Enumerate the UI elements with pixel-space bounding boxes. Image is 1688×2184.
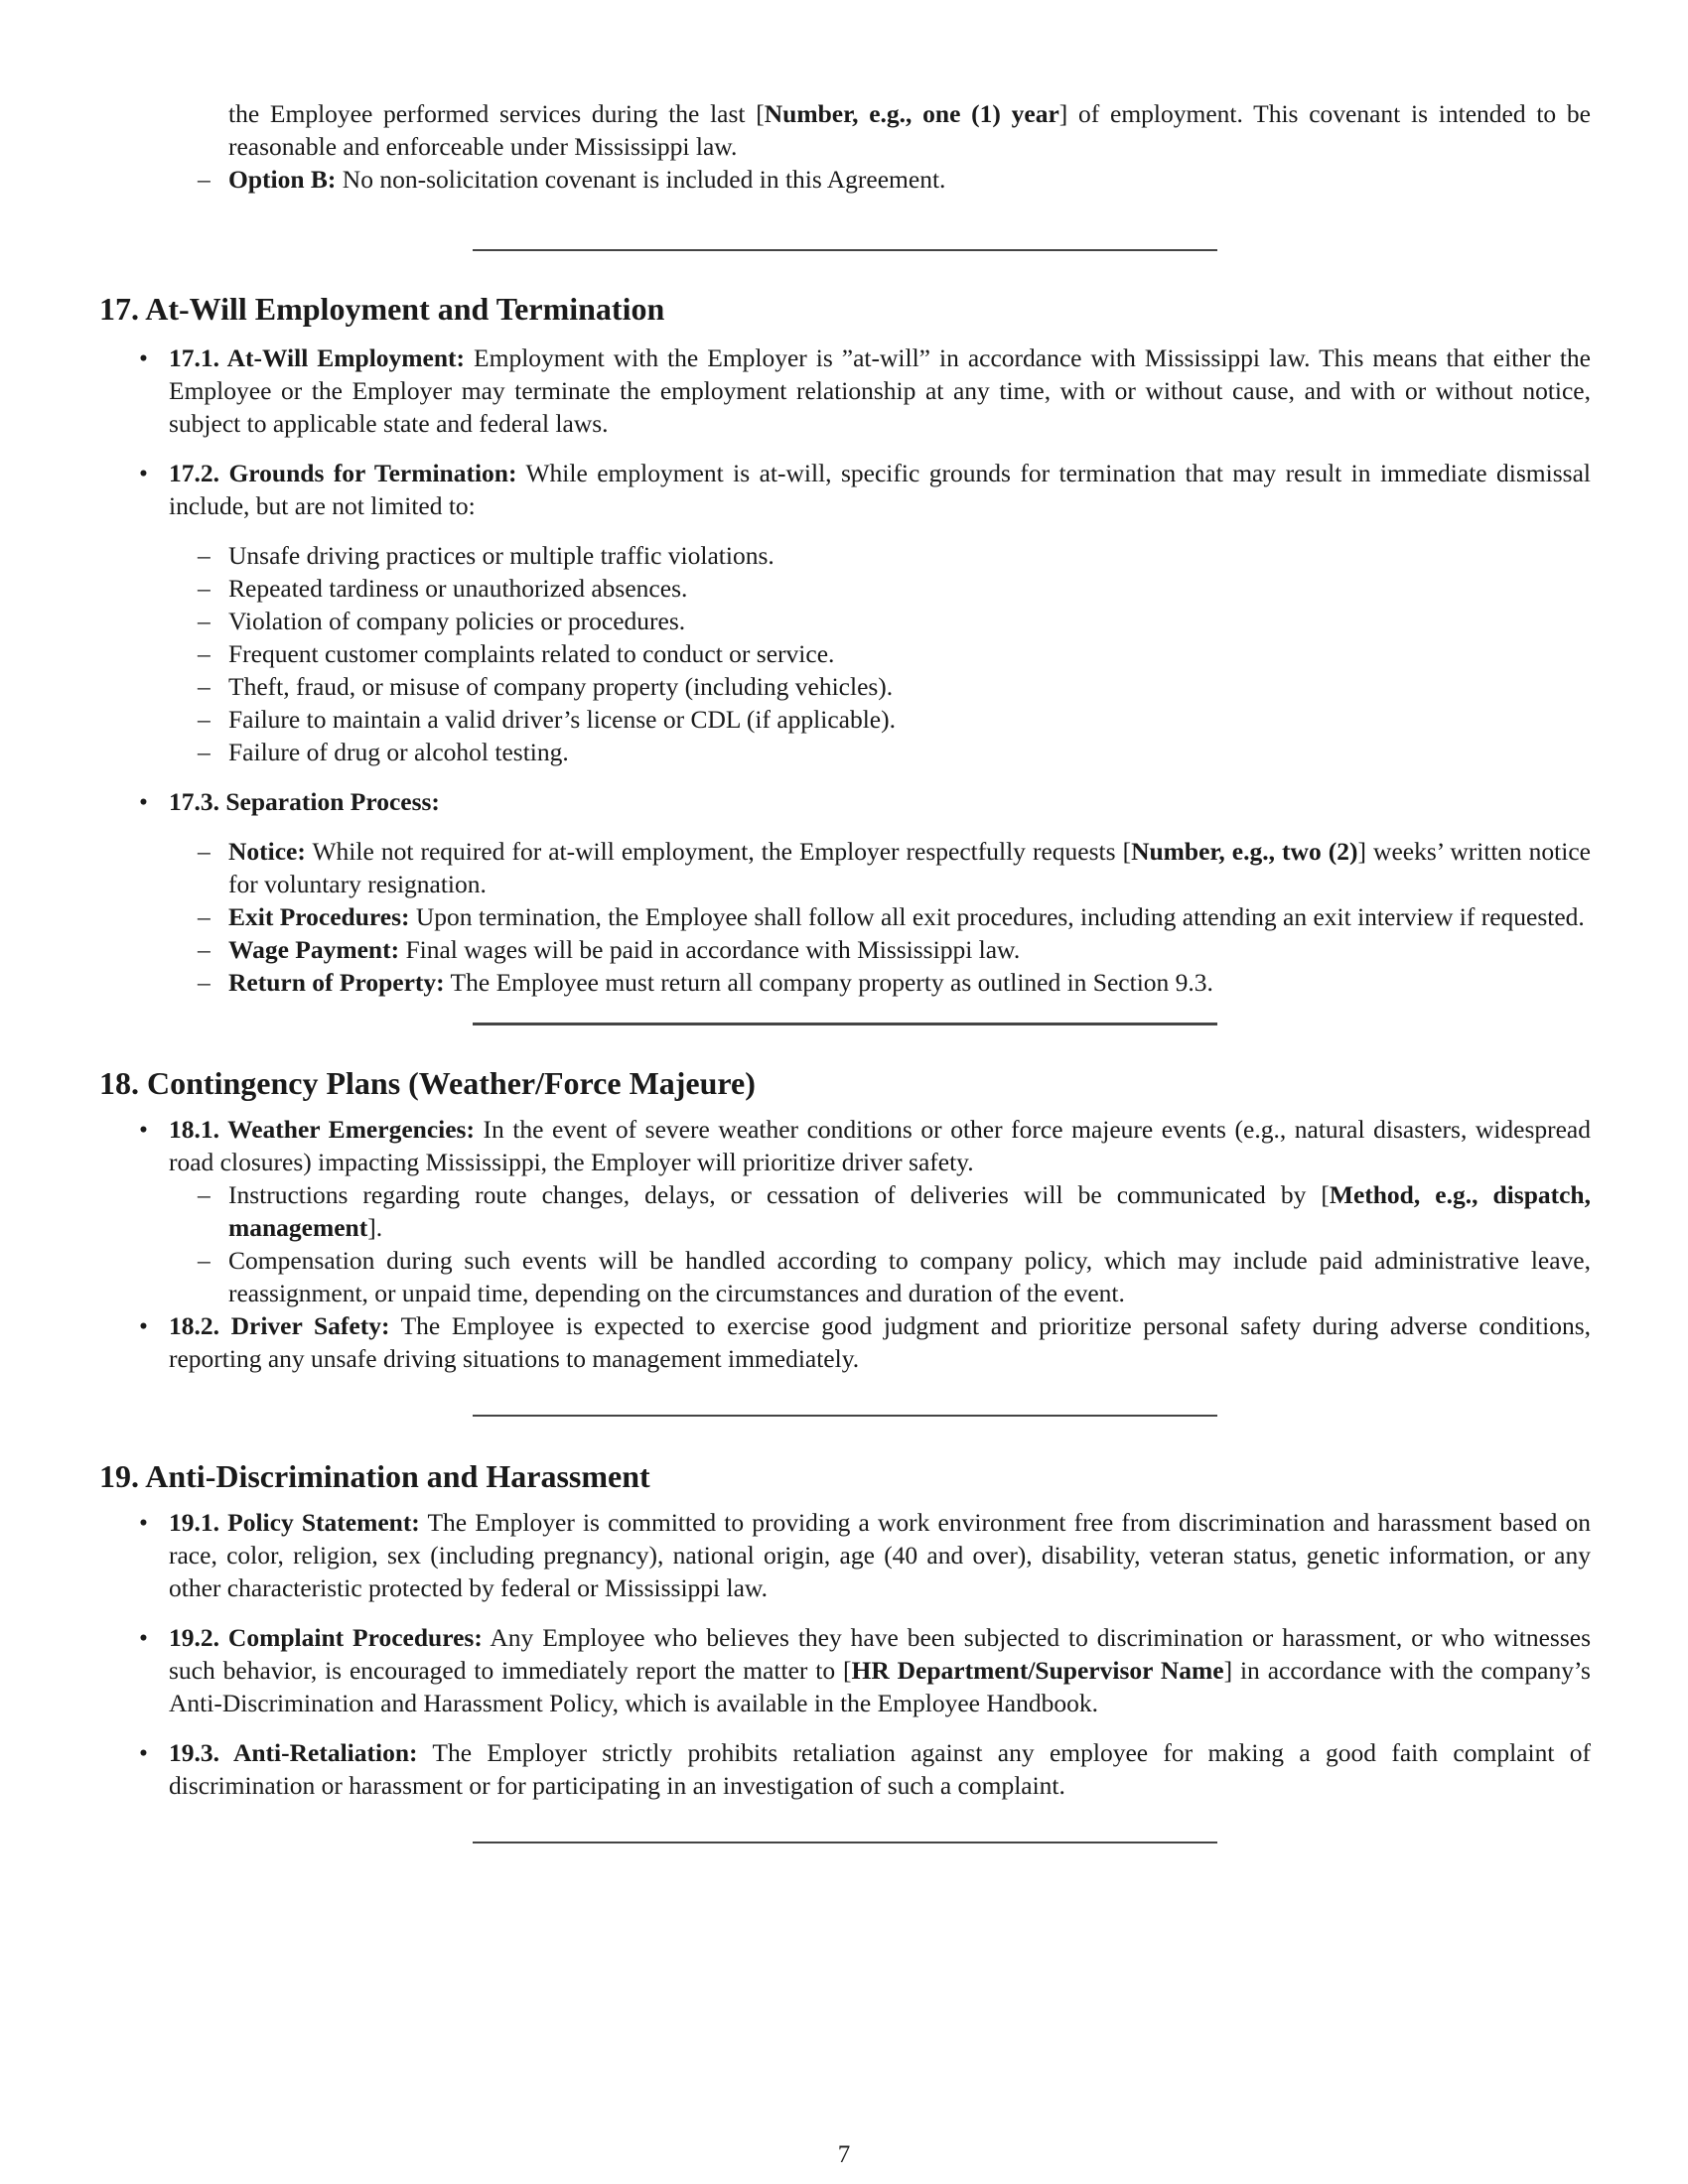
clause-18-2: • 18.2. Driver Safety: The Employee is expected to exercise good judgment and prioritize personal safety during adverse conditions, reporting any unsafe driving situations to management immediately. (99, 1309, 1591, 1375)
section-divider (473, 249, 1217, 251)
clause-17-1: • 17.1. At-Will Employment: Employment with the Employer is ”at-will” in accordance with Mississippi law. This means that either the Employee or the Employer may terminate the employment relationship at any time, with or without cause, and with or without notice, subject to applicable state and federal laws. (99, 341, 1591, 440)
section-divider (473, 1842, 1217, 1843)
section-divider (473, 1415, 1217, 1417)
list-item: – Repeated tardiness or unauthorized absences. (99, 572, 1591, 605)
clause-17-2: • 17.2. Grounds for Termination: While employment is at-will, specific grounds for termination that may result in immediate dismissal include, but are not limited to: (99, 457, 1591, 522)
clause-19-3: • 19.3. Anti-Retaliation: The Employer strictly prohibits retaliation against any employee for making a good faith complaint of discrimination or harassment or for participating in an investigation of such a complaint. (99, 1736, 1591, 1802)
list-item: – Wage Payment: Final wages will be paid in accordance with Mississippi law. (99, 933, 1591, 966)
grounds-list (99, 539, 1591, 768)
list-item: – Frequent customer complaints related to conduct or service. (99, 637, 1591, 670)
list-item: – Return of Property: The Employee must return all company property as outlined in Section 9.3. (99, 966, 1591, 999)
section-18-heading: 18. Contingency Plans (Weather/Force Majeure) (99, 1065, 756, 1101)
section-divider (473, 1023, 1217, 1025)
list-item: – Theft, fraud, or misuse of company property (including vehicles). (99, 670, 1591, 703)
list-item: – Instructions regarding route changes, delays, or cessation of deliveries will be communicated by [Method, e.g., dispatch, management]. (99, 1178, 1591, 1244)
clause-19-2: • 19.2. Complaint Procedures: Any Employee who believes they have been subjected to discrimination or harassment, or who witnesses such behavior, is encouraged to immediately report the matter to [HR Department/Supervisor Name] in accordance with the company’s Anti-Discrimination and Harassment Policy, which is available in the Employee Handbook. (99, 1621, 1591, 1719)
page-number: 7 (837, 2141, 851, 2168)
list-item: – Exit Procedures: Upon termination, the Employee shall follow all exit procedures, including attending an exit interview if requested. (99, 900, 1591, 933)
option-b-item: – Option B: No non-solicitation covenant is included in this Agreement. (99, 163, 1591, 196)
list-item: – Notice: While not required for at-will employment, the Employer respectfully requests [Number, e.g., two (2)] weeks’ written notice for voluntary resignation. (99, 835, 1591, 900)
list-item: – Violation of company policies or procedures. (99, 605, 1591, 637)
list-item: – Unsafe driving practices or multiple traffic violations. (99, 539, 1591, 572)
section-19-heading: 19. Anti-Discrimination and Harassment (99, 1458, 650, 1494)
clause-18-1: • 18.1. Weather Emergencies: In the event of severe weather conditions or other force majeure events (e.g., natural disasters, widespread road closures) impacting Mississippi, the Employer will prioritize driver safety. (99, 1113, 1591, 1178)
list-item: – Compensation during such events will be handled according to company policy, which may include paid administrative leave, reassignment, or unpaid time, depending on the circumstances and duration of the event. (99, 1244, 1591, 1309)
list-item: – Failure of drug or alcohol testing. (99, 736, 1591, 768)
list-item: – Failure to maintain a valid driver’s license or CDL (if applicable). (99, 703, 1591, 736)
document-page (99, 97, 1591, 1843)
section-17-heading: 17. At-Will Employment and Termination (99, 291, 665, 327)
clause-19-1: • 19.1. Policy Statement: The Employer is committed to providing a work environment free from discrimination and harassment based on race, color, religion, sex (including pregnancy), national origin, age (40 and over), disability, veteran status, genetic information, or any other characteristic protected by federal or Mississippi law. (99, 1506, 1591, 1604)
separation-list (99, 835, 1591, 999)
clause-17-3: • 17.3. Separation Process: (99, 785, 1591, 818)
intro-continuation: the Employee performed services during the last [Number, e.g., one (1) year] of employment. This covenant is intended to be reasonable and enforceable under Mississippi law. (228, 99, 1591, 161)
